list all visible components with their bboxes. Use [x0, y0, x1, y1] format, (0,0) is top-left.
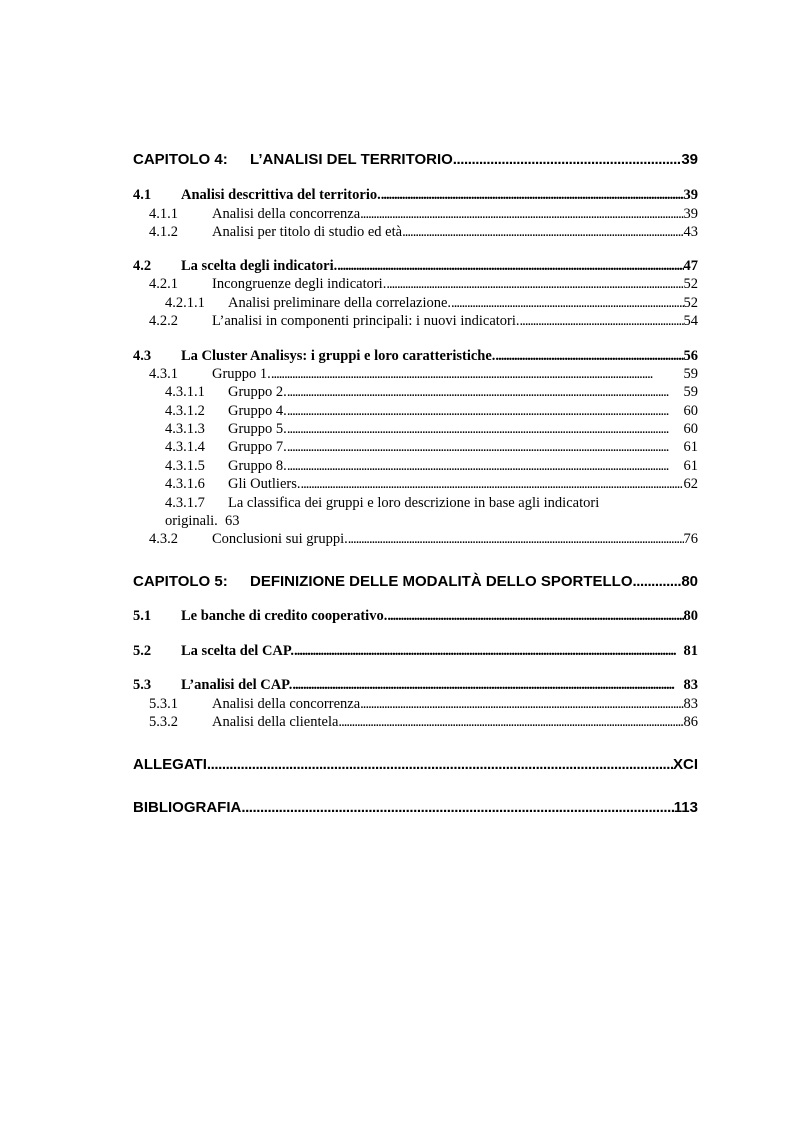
toc-section-4-3[interactable]	[133, 348, 698, 365]
section-title: Gruppo 2.	[228, 384, 287, 400]
section-number: 5.3.2	[149, 714, 178, 730]
section-number: 5.2	[133, 643, 152, 659]
page-number: 80	[681, 573, 698, 590]
page-number: 113	[673, 799, 698, 816]
toc-subsubsection-4-3-1-1[interactable]	[165, 384, 698, 401]
dot-leader	[360, 206, 683, 223]
section-title: Analisi della clientela	[212, 714, 339, 730]
toc-subsection-5-3-2[interactable]	[149, 714, 698, 731]
toc-subsection-5-3-1[interactable]	[149, 696, 698, 713]
toc-section-4-2[interactable]	[133, 258, 698, 275]
section-title: La classifica dei gruppi e loro descrizione in base agli indicatori	[228, 495, 600, 511]
section-title: Gli Outliers.	[228, 476, 301, 492]
section-title: La scelta degli indicatori.	[181, 258, 338, 274]
page-number: 60	[683, 403, 698, 419]
section-number: 4.3.1.7	[165, 495, 205, 511]
dot-leader	[292, 677, 683, 694]
section-number: 4.1	[133, 187, 152, 203]
toc-subsection-4-3-1[interactable]	[149, 366, 698, 383]
dot-leader	[381, 187, 684, 204]
section-number: 4.1.1	[149, 206, 178, 222]
section-number: 4.3.1.3	[165, 421, 205, 437]
section-title: L’analisi in componenti principali: i nuovi indicatori.	[212, 313, 520, 329]
dot-leader	[287, 384, 684, 401]
page-number: 47	[683, 258, 698, 274]
page-number: 61	[683, 439, 698, 455]
section-title: Analisi della concorrenza	[212, 696, 361, 712]
toc-subsubsection-4-2-1-1[interactable]	[165, 295, 698, 312]
section-title: La scelta del CAP.	[181, 643, 295, 659]
section-title: La Cluster Analisys: i gruppi e loro caratteristiche.	[181, 348, 496, 364]
toc-subsection-4-2-2[interactable]	[149, 313, 698, 330]
toc-subsubsection-4-3-1-5[interactable]	[165, 458, 698, 475]
page-number: 43	[683, 224, 698, 240]
dot-leader	[271, 366, 684, 383]
section-number: 4.2.1.1	[165, 295, 205, 311]
section-number: 4.3.1	[149, 366, 178, 382]
page-number: 52	[683, 295, 698, 311]
dot-leader	[301, 476, 684, 493]
section-number: 4.3.1.2	[165, 403, 205, 419]
section-title: Gruppo 5.	[228, 421, 287, 437]
section-title: Analisi della concorrenza	[212, 206, 361, 222]
dot-leader	[495, 348, 683, 365]
page-number: 54	[683, 313, 698, 329]
toc-chapter-5[interactable]	[133, 573, 698, 591]
page-number: 80	[683, 608, 698, 624]
section-number: 4.3	[133, 348, 152, 364]
section-title: Analisi per titolo di studio ed età	[212, 224, 403, 240]
chapter-title: DEFINIZIONE DELLE MODALITÀ DELLO SPORTELLO	[250, 573, 633, 590]
section-number: 4.3.1.4	[165, 439, 205, 455]
toc-subsubsection-4-3-1-7-continued[interactable]	[165, 513, 240, 530]
section-number: 4.3.1.1	[165, 384, 205, 400]
page-number: 83	[683, 696, 698, 712]
section-title: Conclusioni sui gruppi.	[212, 531, 348, 547]
section-number: 4.3.1.5	[165, 458, 205, 474]
page-number: 61	[683, 458, 698, 474]
chapter-title: L’ANALISI DEL TERRITORIO	[250, 151, 453, 168]
toc-subsubsection-4-3-1-7[interactable]	[165, 495, 599, 512]
toc-subsection-4-3-2[interactable]	[149, 531, 698, 548]
toc-allegati[interactable]	[133, 756, 698, 774]
chapter-title: ALLEGATI	[133, 756, 207, 773]
dot-leader	[520, 313, 684, 330]
page-number: 39	[683, 187, 698, 203]
chapter-label: CAPITOLO 4:	[133, 151, 228, 168]
page-number: 39	[681, 151, 698, 168]
section-number: 4.1.2	[149, 224, 178, 240]
dot-leader	[386, 276, 683, 293]
section-number: 4.2	[133, 258, 152, 274]
dot-leader	[287, 439, 684, 456]
section-title: Gruppo 4.	[228, 403, 287, 419]
dot-leader	[402, 224, 683, 241]
page-number: 76	[683, 531, 698, 547]
section-number: 4.3.2	[149, 531, 178, 547]
page-number: 39	[683, 206, 698, 222]
chapter-title: BIBLIOGRAFIA	[133, 799, 242, 816]
section-number: 5.1	[133, 608, 152, 624]
section-title-continued: originali.	[165, 513, 218, 529]
page-number: 60	[683, 421, 698, 437]
page-number: 83	[683, 677, 698, 693]
toc-subsection-4-2-1[interactable]	[149, 276, 698, 293]
toc-subsection-4-1-1[interactable]	[149, 206, 698, 223]
dot-leader	[360, 696, 683, 713]
toc-chapter-4[interactable]	[133, 151, 698, 169]
dot-leader	[287, 403, 684, 420]
dot-leader	[453, 151, 682, 169]
dot-leader	[451, 295, 683, 312]
page-number: 63	[225, 513, 240, 529]
section-number: 4.3.1.6	[165, 476, 205, 492]
section-title: L’analisi del CAP.	[181, 677, 293, 693]
section-number: 5.3	[133, 677, 152, 693]
section-title: Gruppo 7.	[228, 439, 287, 455]
toc-section-4-1[interactable]	[133, 187, 698, 204]
toc-subsubsection-4-3-1-6[interactable]	[165, 476, 698, 493]
page-number: XCI	[672, 756, 698, 773]
dot-leader	[338, 714, 683, 731]
toc-subsection-4-1-2[interactable]	[149, 224, 698, 241]
toc-section-5-2[interactable]	[133, 643, 698, 660]
section-title: Gruppo 8.	[228, 458, 287, 474]
page-number: 81	[683, 643, 698, 659]
page-number: 56	[683, 348, 698, 364]
page-number: 86	[683, 714, 698, 730]
section-number: 4.2.2	[149, 313, 178, 329]
section-title: Analisi preliminare della correlazione.	[228, 295, 452, 311]
toc-subsubsection-4-3-1-3[interactable]	[165, 421, 698, 438]
dot-leader	[633, 573, 682, 591]
section-title: Le banche di credito cooperativo.	[181, 608, 388, 624]
page-number: 59	[683, 384, 698, 400]
section-title: Gruppo 1.	[212, 366, 271, 382]
dot-leader	[294, 643, 683, 660]
page-number: 59	[683, 366, 698, 382]
toc-section-5-1[interactable]	[133, 608, 698, 625]
page-number: 52	[683, 276, 698, 292]
dot-leader	[348, 531, 684, 548]
page-number: 62	[683, 476, 698, 492]
dot-leader	[241, 799, 673, 817]
section-title: Incongruenze degli indicatori.	[212, 276, 387, 292]
dot-leader	[337, 258, 683, 275]
dot-leader	[207, 756, 673, 774]
chapter-label: CAPITOLO 5:	[133, 573, 228, 590]
section-number: 5.3.1	[149, 696, 178, 712]
dot-leader	[287, 421, 684, 438]
dot-leader	[387, 608, 683, 625]
toc-section-5-3[interactable]	[133, 677, 698, 694]
section-title: Analisi descrittiva del territorio.	[181, 187, 381, 203]
toc-subsubsection-4-3-1-2[interactable]	[165, 403, 698, 420]
toc-bibliografia[interactable]	[133, 799, 698, 817]
dot-leader	[287, 458, 684, 475]
toc-subsubsection-4-3-1-4[interactable]	[165, 439, 698, 456]
section-number: 4.2.1	[149, 276, 178, 292]
